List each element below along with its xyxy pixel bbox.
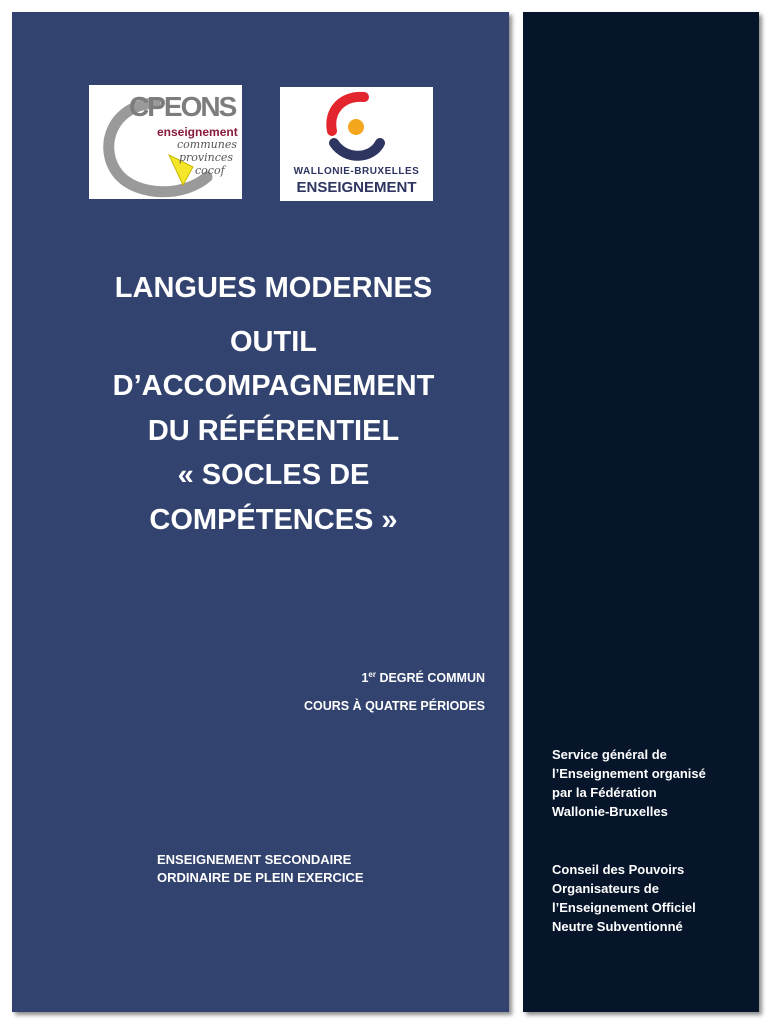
cpeons-logo-subtitle: enseignement: [157, 125, 238, 139]
title-line: « SOCLES DE: [177, 459, 370, 491]
conseil-line: Neutre Subventionné: [552, 919, 683, 934]
cpeons-logo-name: CPEONS: [129, 91, 236, 122]
cpeons-logo-line: communes: [177, 138, 237, 151]
conseil-line: Organisateurs de: [552, 881, 659, 896]
secondary-line: ORDINAIRE DE PLEIN EXERCICE: [157, 870, 364, 885]
title-line: DU RÉFÉRENTIEL: [147, 415, 400, 447]
conseil-line: Conseil des Pouvoirs: [552, 862, 685, 877]
service-line: l’Enseignement organisé: [552, 766, 706, 781]
title-line: COMPÉTENCES »: [149, 504, 398, 536]
degree-superscript: er: [368, 670, 376, 679]
service-block: [552, 745, 752, 821]
service-line: Service général de: [552, 747, 667, 762]
secondary-label: [157, 851, 364, 887]
cpeons-logo-line: provinces: [179, 151, 234, 164]
degree-label: [361, 670, 485, 685]
wbe-logo: [280, 87, 433, 201]
wbe-emblem-icon: [280, 87, 433, 167]
degree-text: DEGRÉ COMMUN: [375, 671, 485, 686]
conseil-block: [552, 860, 752, 936]
title-line: OUTIL: [230, 326, 317, 358]
course-label: COURS À QUATRE PÉRIODES: [303, 699, 485, 713]
service-line: par la Fédération: [552, 785, 657, 800]
secondary-line: ENSEIGNEMENT SECONDAIRE: [157, 852, 352, 867]
cpeons-logo: [89, 85, 242, 199]
cpeons-logo-line: cocof: [195, 164, 225, 177]
wbe-logo-line1: WALLONIE-BRUXELLES: [293, 166, 420, 177]
service-line: Wallonie-Bruxelles: [552, 804, 668, 819]
title-line: D’ACCOMPAGNEMENT: [112, 370, 435, 402]
conseil-line: l’Enseignement Officiel: [552, 900, 696, 915]
wbe-logo-line2: ENSEIGNEMENT: [296, 179, 417, 196]
degree-number: 1: [361, 671, 369, 686]
title-line: LANGUES MODERNES: [114, 272, 433, 304]
